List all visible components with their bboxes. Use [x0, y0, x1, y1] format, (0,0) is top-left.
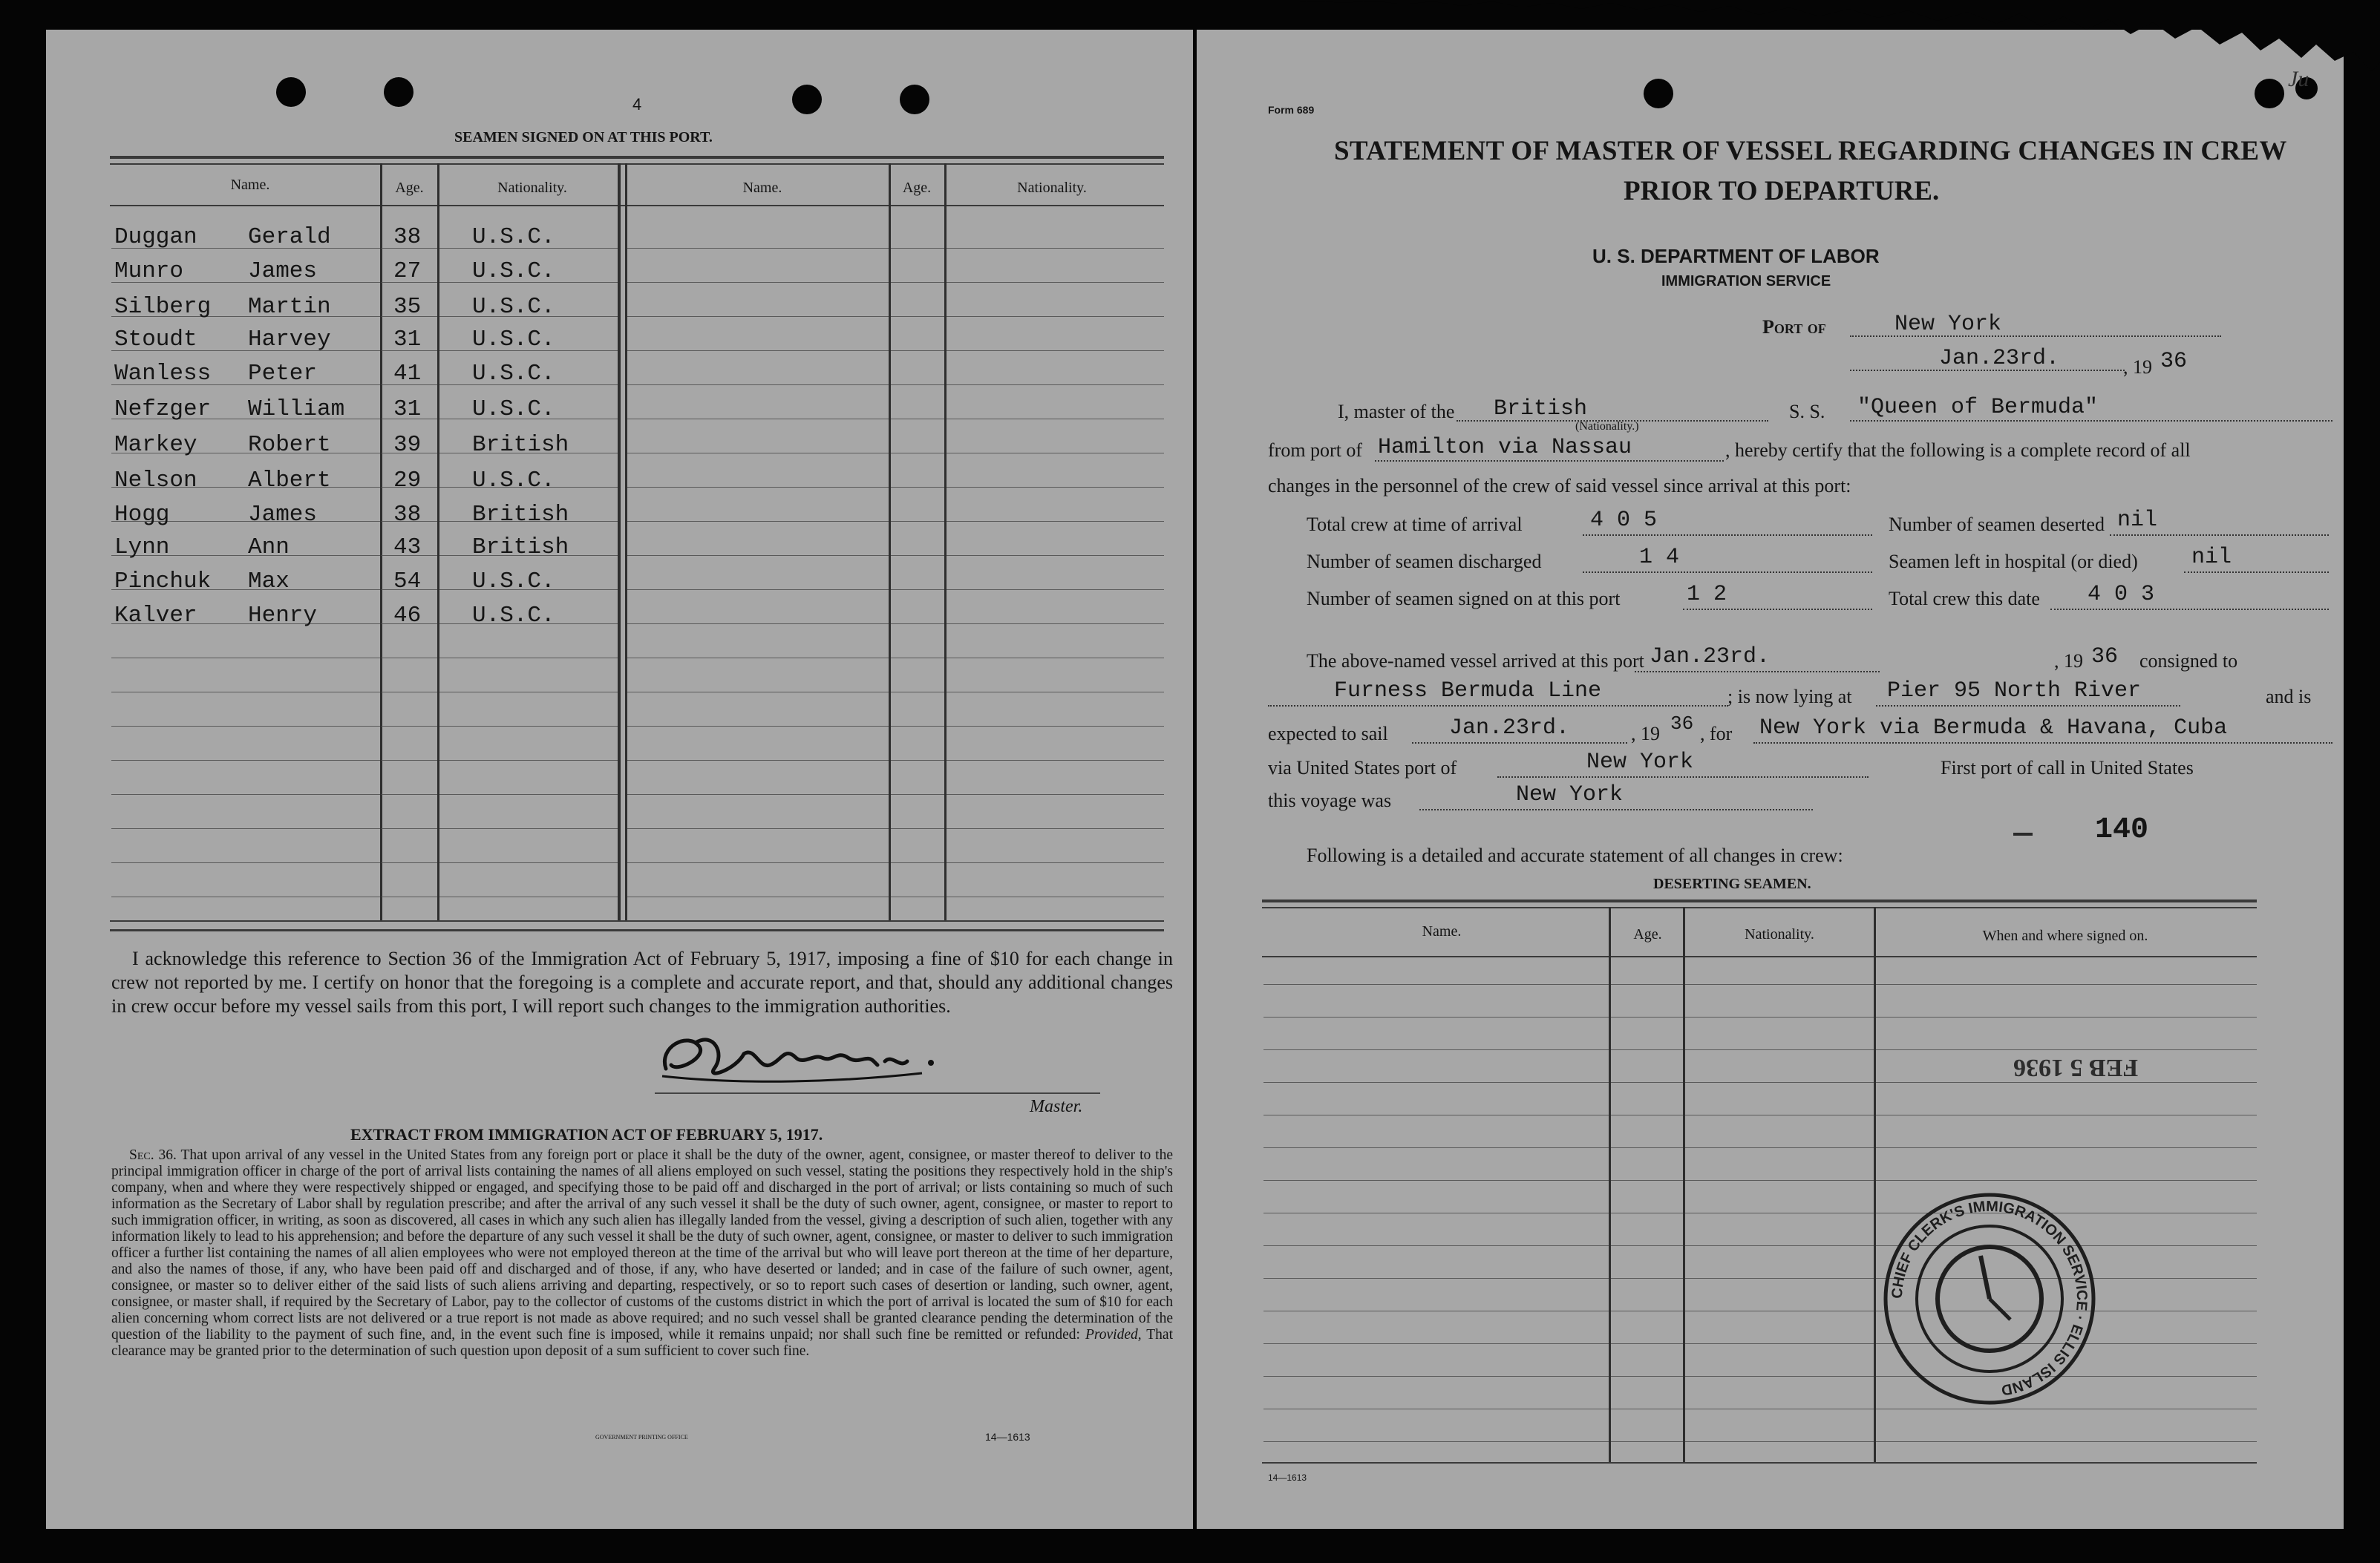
section-title: SEAMEN SIGNED ON AT THIS PORT.: [454, 129, 713, 145]
page-number: 4: [632, 95, 642, 114]
discharged-rule: [1583, 571, 1872, 573]
crew-age: 29: [393, 468, 422, 494]
table-row-rule: [439, 862, 618, 863]
lying-value: Pier 95 North River: [1887, 678, 2142, 704]
crew-date-rule: [2050, 609, 2329, 610]
table-row-rule: [627, 760, 889, 761]
expected-value: Jan.23rd.: [1449, 715, 1570, 741]
table-row-rule: [891, 487, 944, 488]
crew-arrival-rule: [1583, 534, 1872, 536]
crew-arrival-label: Total crew at time of arrival: [1307, 514, 1523, 535]
crew-age: 38: [393, 224, 422, 250]
table-row-rule: [111, 726, 380, 727]
crew-given-name: Gerald: [248, 224, 331, 250]
destination-value: New York via Bermuda & Havana, Cuba: [1759, 715, 2228, 741]
punch-hole: [792, 85, 822, 114]
deserting-row-rule: [1685, 1245, 1874, 1246]
table-row-rule: [627, 589, 889, 590]
deserting-row-rule: [1685, 1343, 1874, 1344]
deserting-row-rule: [1611, 1082, 1683, 1083]
col-divider: [944, 163, 947, 920]
deserting-row-rule: [1611, 1278, 1683, 1279]
table-bottom-rule: [110, 920, 1164, 922]
deserting-row-rule: [1263, 1147, 1609, 1148]
table-row-rule: [382, 760, 437, 761]
hospital-label: Seamen left in hospital (or died): [1889, 551, 2138, 572]
voyage-label: this voyage was: [1268, 790, 1392, 811]
crew-surname: Stoudt: [114, 327, 197, 353]
crew-surname: Nelson: [114, 468, 197, 494]
immigration-service-seal: [1878, 1187, 2101, 1410]
crew-surname: Munro: [114, 258, 184, 284]
form-title-line2: PRIOR TO DEPARTURE.: [1624, 176, 1940, 206]
deserting-header-rule: [1262, 956, 2257, 957]
crew-nationality: British: [472, 432, 569, 458]
deserting-col-divider: [1609, 907, 1611, 1462]
port-value: New York: [1894, 312, 2002, 337]
deserting-row-rule: [1263, 1049, 1609, 1050]
deserting-row-rule: [1876, 1082, 2257, 1083]
crew-surname: Silberg: [114, 294, 212, 320]
crew-date-label: Total crew this date: [1889, 588, 2040, 609]
crew-nationality: U.S.C.: [472, 396, 555, 422]
voyage-value: New York: [1516, 782, 1624, 807]
left-page: [46, 30, 1193, 1529]
deserted-value: nil: [2117, 508, 2158, 533]
deserting-row-rule: [1876, 1049, 2257, 1050]
form-title-line1: STATEMENT OF MASTER OF VESSEL REGARDING CHANGES IN CREW: [1334, 136, 2287, 166]
deserting-row-rule: [1685, 1082, 1874, 1083]
deserting-row-rule: [1263, 1245, 1609, 1246]
table-top-rule: [110, 156, 1164, 159]
table-row-rule: [891, 282, 944, 283]
deserting-top-rule: [1262, 900, 2257, 902]
master-label: Master.: [1030, 1097, 1083, 1116]
lying-rule: [1876, 705, 2180, 707]
col-divider: [618, 163, 621, 920]
deserting-row-rule: [1611, 984, 1683, 985]
table-row-rule: [947, 862, 1164, 863]
extract-proviso-lead: Provided,: [1085, 1327, 1142, 1343]
table-row-rule: [947, 521, 1164, 522]
crew-given-name: Martin: [248, 294, 331, 320]
col-header-nationality-2: Nationality.: [1017, 180, 1087, 196]
crew-nationality: U.S.C.: [472, 468, 555, 494]
year-prefix: , 19: [2123, 356, 2152, 378]
crew-age: 38: [393, 502, 422, 528]
table-row-rule: [891, 589, 944, 590]
discharged-value: 1 4: [1639, 545, 1680, 570]
department-label: U. S. DEPARTMENT OF LABOR: [1592, 245, 1880, 267]
destination-rule: [1753, 742, 2332, 744]
deserting-row-rule: [1263, 1278, 1609, 1279]
extract-section-lead: Sec. 36.: [129, 1147, 177, 1163]
table-header-rule: [110, 205, 1164, 206]
and-is-label: and is: [2266, 686, 2312, 707]
deserting-row-rule: [1685, 1180, 1874, 1181]
form-code: 14—1613: [985, 1431, 1030, 1443]
stamp-date-text: FEB 5 1936: [2013, 1054, 2139, 1081]
master-signature-line: [655, 1092, 1100, 1094]
crew-surname: Hogg: [114, 502, 170, 528]
crew-surname: Markey: [114, 432, 197, 458]
crew-surname: Duggan: [114, 224, 197, 250]
deserting-row-rule: [1263, 1376, 1609, 1377]
deserting-row-rule: [1685, 1017, 1874, 1018]
ship-name-rule: [1850, 420, 2332, 422]
certify-text-2: changes in the personnel of the crew of said vessel since arrival at this port:: [1268, 475, 1851, 497]
col-divider: [437, 163, 439, 920]
deserting-row-rule: [1263, 1017, 1609, 1018]
arrived-label: The above-named vessel arrived at this port: [1307, 650, 1644, 672]
table-row-rule: [947, 316, 1164, 317]
printer-mark: GOVERNMENT PRINTING OFFICE: [595, 1434, 688, 1441]
deserting-col-divider: [1683, 907, 1685, 1462]
table-row-rule: [891, 623, 944, 624]
crew-given-name: Max: [248, 568, 290, 594]
table-row-rule: [627, 828, 889, 829]
deserting-col-divider: [1874, 907, 1876, 1462]
table-row-rule: [891, 726, 944, 727]
punch-hole: [276, 77, 306, 107]
hospital-rule: [2184, 571, 2329, 573]
handwritten-corner: Ju: [2288, 67, 2309, 91]
crew-nationality: U.S.C.: [472, 361, 555, 387]
via-rule: [1497, 776, 1869, 778]
crew-date-value: 4 0 3: [2088, 582, 2155, 607]
deserting-row-rule: [1611, 1147, 1683, 1148]
table-row-rule: [111, 794, 380, 795]
crew-age: 43: [393, 534, 422, 560]
arrived-year-prefix: , 19: [2054, 650, 2083, 672]
crew-age: 46: [393, 603, 422, 629]
ship-name-value: "Queen of Bermuda": [1857, 395, 2099, 420]
via-value: New York: [1586, 750, 1694, 775]
ss-label: S. S.: [1789, 401, 1825, 422]
deserting-title: DESERTING SEAMEN.: [1653, 876, 1811, 892]
crew-nationality: U.S.C.: [472, 294, 555, 320]
annotation-number: 140: [2095, 813, 2149, 847]
date-value: Jan.23rd.: [1939, 346, 2060, 371]
crew-given-name: Henry: [248, 603, 318, 629]
signed-on-value: 1 2: [1687, 582, 1727, 607]
voyage-rule: [1419, 809, 1813, 810]
table-row-rule: [111, 862, 380, 863]
crew-given-name: Albert: [248, 468, 331, 494]
master-signature: [655, 1024, 981, 1091]
deserting-row-rule: [1876, 1147, 2257, 1148]
deserting-row-rule: [1685, 984, 1874, 985]
form-label: Form 689: [1268, 104, 1315, 116]
table-row-rule: [627, 521, 889, 522]
crew-age: 31: [393, 396, 422, 422]
deserting-row-rule: [1685, 1441, 1874, 1442]
certify-text: , hereby certify that the following is a complete record of all: [1725, 439, 2191, 461]
crew-given-name: James: [248, 502, 318, 528]
deserting-row-rule: [1685, 1147, 1874, 1148]
crew-age: 31: [393, 327, 422, 353]
arrived-rule: [1635, 671, 1880, 672]
deserting-row-rule: [1611, 1441, 1683, 1442]
deserting-row-rule: [1611, 1376, 1683, 1377]
discharged-label: Number of seamen discharged: [1307, 551, 1542, 572]
deserting-bottom-rule: [1262, 1462, 2257, 1464]
deserting-row-rule: [1611, 1180, 1683, 1181]
deserted-label: Number of seamen deserted: [1889, 514, 2105, 535]
crew-surname: Pinchuk: [114, 568, 212, 594]
deserting-header-signed-on: When and where signed on.: [1982, 928, 2148, 944]
table-row-rule: [627, 862, 889, 863]
arrived-value: Jan.23rd.: [1650, 644, 1771, 669]
deserting-row-rule: [1263, 1441, 1609, 1442]
table-row-rule: [891, 862, 944, 863]
col-divider: [380, 163, 382, 920]
table-row-rule: [439, 760, 618, 761]
col-divider: [625, 163, 627, 920]
table-row-rule: [627, 623, 889, 624]
form-code: 14—1613: [1268, 1472, 1307, 1483]
table-row-rule: [439, 828, 618, 829]
table-top-rule-inner: [110, 163, 1164, 165]
consigned-label: consigned to: [2139, 650, 2238, 672]
expected-year-value: 36: [1670, 712, 1694, 735]
crew-age: 27: [393, 258, 422, 284]
crew-age: 54: [393, 568, 422, 594]
extract-body: That upon arrival of any vessel in the United States from any foreign port or place it shall be the duty of the owner, agent, consignee, or master thereof to deliver to the principal immigration officer in charge of the port of arrival lists containing the names of all aliens employed on such vessel, stating the positions they respectively hold in the ship's company, when and where they were respectively shipped or engaged, and specifying those to be paid off and discharged in the port of arrival; or lists containing so much of such information as the Secretary of Labor shall by regulation prescribe; and after the arrival of any such vessel it shall be the duty of such owner, agent, consignee, or master to report to such immigration officer, in writing, as soon as discovered, all cases in which any such alien has illegally landed from the vessel, giving a description of such alien, together with any information likely to lead to his apprehension; and before the departure of any such vessel it shall be the duty of such owner, agent, consignee, or master to deliver to such immigration officer a further list containing the names of all alien employees who were not employed thereon at the time of the arrival but who will leave port thereon at the time of her departure, and also the names of those, if any, who have been paid off and discharged and of those, if any, who have deserted or landed; and in case of the failure of such owner, agent, consignee, or master so to deliver either of the said lists of such aliens arriving and departing, respectively, or so to report such cases of desertion or landing, such owner, agent, consignee, or master shall, if required by the Secretary of Labor, pay to the collector of customs of the customs district in which the port of arrival is located the sum of $10 for each alien concerning whom correct lists are not delivered or a true report is not made as above required; and no such vessel shall be granted clearance pending the determination of the question of the liability to the payment of such fine, and, in the event such fine is imposed, while it remains unpaid; nor shall such fine be remitted or refunded:: [111, 1147, 1173, 1343]
from-port-rule: [1375, 460, 1724, 462]
extract-text: [111, 1147, 1173, 1360]
deserting-row-rule: [1685, 1278, 1874, 1279]
deserting-row-rule: [1611, 1017, 1683, 1018]
port-label: Port of: [1762, 316, 1826, 338]
table-row-rule: [947, 794, 1164, 795]
deserting-row-rule: [1611, 1049, 1683, 1050]
arrived-year-value: 36: [2091, 644, 2119, 669]
master-of-label: I, master of the: [1338, 401, 1455, 422]
table-row-rule: [627, 555, 889, 556]
crew-nationality: U.S.C.: [472, 327, 555, 353]
nationality-value: British: [1494, 396, 1588, 422]
crew-surname: Wanless: [114, 361, 212, 387]
crew-given-name: Peter: [248, 361, 318, 387]
table-row-rule: [627, 384, 889, 385]
signed-on-rule: [1683, 609, 1872, 610]
crew-nationality: U.S.C.: [472, 603, 555, 629]
punch-hole: [384, 77, 413, 107]
section-divider: [110, 929, 1164, 931]
deserting-row-rule: [1611, 1343, 1683, 1344]
table-row-rule: [627, 282, 889, 283]
col-header-name: Name.: [230, 177, 270, 193]
table-row-rule: [891, 521, 944, 522]
table-row-rule: [947, 828, 1164, 829]
col-header-nationality: Nationality.: [497, 180, 567, 196]
col-header-age-2: Age.: [902, 180, 932, 196]
table-row-rule: [627, 487, 889, 488]
crew-given-name: William: [248, 396, 345, 422]
table-row-rule: [947, 350, 1164, 351]
from-port-label: from port of: [1268, 439, 1363, 461]
crew-nationality: U.S.C.: [472, 224, 555, 250]
via-label: via United States port of: [1268, 757, 1457, 779]
crew-surname: Lynn: [114, 534, 170, 560]
deserting-row-rule: [1611, 1245, 1683, 1246]
table-row-rule: [947, 726, 1164, 727]
consignee-value: Furness Bermuda Line: [1334, 678, 1602, 704]
received-date-stamp: [2013, 1054, 2138, 1081]
torn-edge: [1299, 0, 2380, 89]
first-port-label: First port of call in United States: [1941, 757, 2194, 779]
from-port-value: Hamilton via Nassau: [1378, 435, 1632, 460]
hospital-value: nil: [2191, 545, 2232, 570]
deserted-rule: [2110, 534, 2329, 536]
table-row-rule: [947, 384, 1164, 385]
table-row-rule: [382, 828, 437, 829]
table-row-rule: [947, 555, 1164, 556]
deserting-row-rule: [1685, 1376, 1874, 1377]
col-divider: [889, 163, 891, 920]
deserting-row-rule: [1263, 1082, 1609, 1083]
deserting-row-rule: [1263, 1343, 1609, 1344]
deserting-header-name: Name.: [1422, 923, 1462, 940]
crew-nationality: British: [472, 502, 569, 528]
year-value: 36: [2160, 349, 2188, 374]
annotation-dash: [2013, 833, 2033, 836]
nationality-caption: (Nationality.): [1575, 420, 1639, 433]
expected-label: expected to sail: [1268, 723, 1388, 744]
crew-surname: Kalver: [114, 603, 197, 629]
table-row-rule: [947, 623, 1164, 624]
deserting-top-rule-inner: [1262, 907, 2257, 908]
crew-given-name: Robert: [248, 432, 331, 458]
table-row-rule: [382, 794, 437, 795]
col-header-age: Age.: [395, 180, 424, 196]
service-label: IMMIGRATION SERVICE: [1661, 273, 1831, 289]
table-row-rule: [627, 350, 889, 351]
crew-arrival-value: 4 0 5: [1590, 508, 1658, 533]
extract-proviso: That clearance may be granted prior to the determination of such question upon deposit of a sum sufficient to cover such fine.: [111, 1327, 1173, 1359]
table-row-rule: [947, 487, 1164, 488]
crew-age: 39: [393, 432, 422, 458]
table-row-rule: [439, 726, 618, 727]
table-row-rule: [382, 726, 437, 727]
acknowledgment-text: I acknowledge this reference to Section 36 of the Immigration Act of February 5, 1917, imposing a fine of $10 for each change in crew not reported by me. I certify on honor that the foregoing is a complete and accurate report, and that, should any additional changes in crew occur before my vessel sails from this port, I will report such changes to the immigration authorities.: [111, 948, 1173, 1017]
crew-age: 35: [393, 294, 422, 320]
table-row-rule: [627, 726, 889, 727]
table-row-rule: [111, 760, 380, 761]
deserting-row-rule: [1263, 984, 1609, 985]
table-row-rule: [111, 828, 380, 829]
crew-nationality: U.S.C.: [472, 258, 555, 284]
extract-title: EXTRACT FROM IMMIGRATION ACT OF FEBRUARY 5, 1917.: [350, 1125, 823, 1144]
deserting-row-rule: [1685, 1049, 1874, 1050]
table-row-rule: [891, 828, 944, 829]
deserting-row-rule: [1876, 1180, 2257, 1181]
crew-nationality: U.S.C.: [472, 568, 555, 594]
table-row-rule: [891, 350, 944, 351]
crew-given-name: Harvey: [248, 327, 331, 353]
table-row-rule: [891, 316, 944, 317]
deserting-header-nationality: Nationality.: [1745, 926, 1814, 943]
crew-age: 41: [393, 361, 422, 387]
consignee-rule: [1268, 705, 1728, 707]
table-row-rule: [891, 794, 944, 795]
deserting-row-rule: [1876, 1441, 2257, 1442]
table-row-rule: [891, 248, 944, 249]
table-row-rule: [891, 384, 944, 385]
deserting-row-rule: [1876, 1017, 2257, 1018]
signed-on-label: Number of seamen signed on at this port: [1307, 588, 1621, 609]
seal-ring-text: CHIEF CLERK'S IMMIGRATION SERVICE · ELLIS ISLAND: [1889, 1198, 2090, 1399]
deserting-row-rule: [1263, 1180, 1609, 1181]
table-row-rule: [439, 794, 618, 795]
table-row-rule: [627, 316, 889, 317]
table-row-rule: [947, 589, 1164, 590]
table-row-rule: [627, 248, 889, 249]
crew-nationality: British: [472, 534, 569, 560]
table-row-rule: [891, 555, 944, 556]
lying-label: ; is now lying at: [1727, 686, 1852, 707]
expected-year-prefix: , 19: [1631, 723, 1660, 744]
table-row-rule: [382, 862, 437, 863]
for-label: , for: [1700, 723, 1733, 744]
table-row-rule: [947, 282, 1164, 283]
right-page: [1197, 30, 2344, 1529]
col-header-name-2: Name.: [742, 180, 782, 196]
deserting-row-rule: [1876, 984, 2257, 985]
table-row-rule: [627, 794, 889, 795]
deserting-header-age: Age.: [1633, 926, 1662, 943]
table-row-rule: [947, 248, 1164, 249]
table-row-rule: [947, 760, 1164, 761]
punch-hole: [900, 85, 929, 114]
expected-rule: [1412, 742, 1627, 744]
following-text: Following is a detailed and accurate statement of all changes in crew:: [1307, 845, 1843, 866]
crew-surname: Nefzger: [114, 396, 212, 422]
crew-given-name: James: [248, 258, 318, 284]
crew-given-name: Ann: [248, 534, 290, 560]
table-row-rule: [891, 760, 944, 761]
